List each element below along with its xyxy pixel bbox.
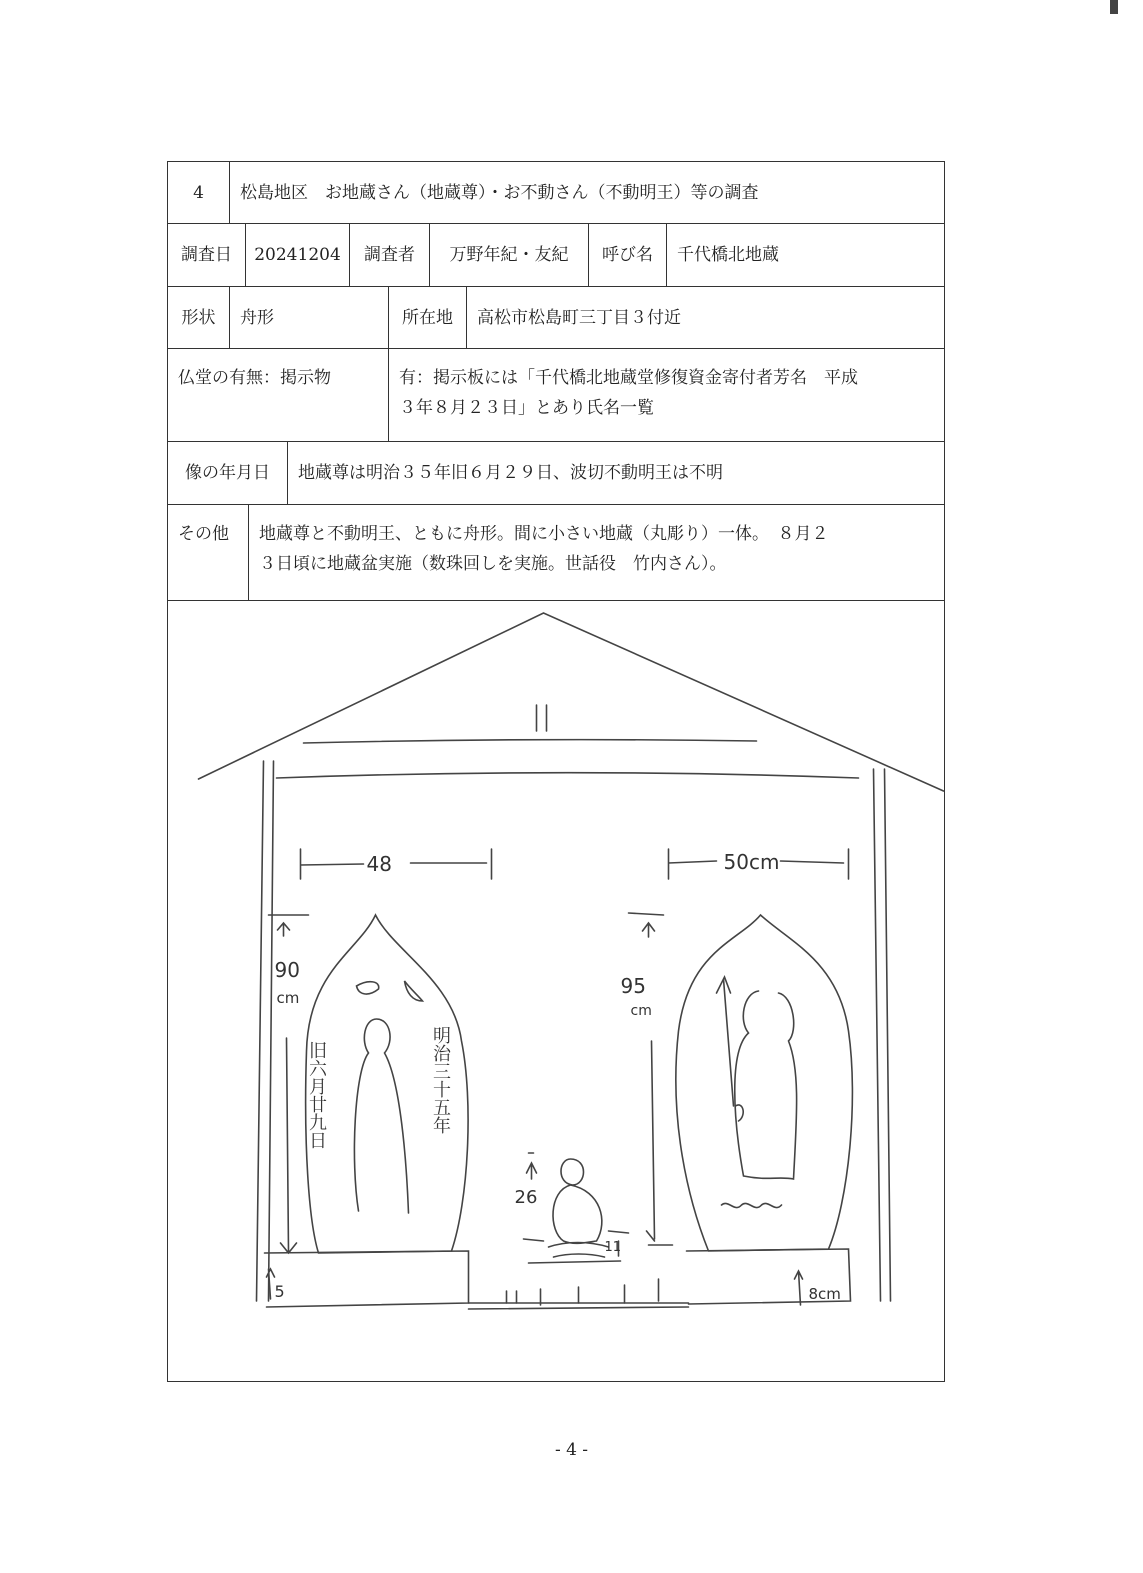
hall-value-line2: ３年８月２３日」とあり氏名一覧 bbox=[399, 398, 654, 418]
other-label: その他 bbox=[168, 505, 249, 600]
beam-upper bbox=[304, 740, 757, 743]
right-stone-waves bbox=[722, 1203, 782, 1207]
right-base-label: 8cm bbox=[808, 1285, 841, 1303]
right-height-unit: cm bbox=[630, 1003, 652, 1019]
hall-value bbox=[389, 349, 944, 441]
date-label: 調査日 bbox=[168, 224, 246, 286]
location-label: 所在地 bbox=[389, 287, 467, 348]
right-stone-figure bbox=[735, 991, 797, 1179]
left-inscription-a: 旧六月廿九日 bbox=[306, 1041, 327, 1149]
other-value-line2: ３日頃に地蔵盆実施（数珠回しを実施。世話役 竹内さん）。 bbox=[259, 554, 727, 574]
left-base-label: 5 bbox=[274, 1282, 285, 1301]
left-width-arrow bbox=[301, 849, 492, 879]
page-number: - 4 - bbox=[554, 1440, 589, 1460]
survey-number: 4 bbox=[168, 162, 230, 223]
left-stone-crest bbox=[357, 981, 423, 1001]
statue-date-row bbox=[168, 442, 944, 505]
right-wall bbox=[874, 769, 891, 1301]
shape-location-row bbox=[168, 287, 944, 349]
survey-info-row bbox=[168, 224, 944, 287]
left-base bbox=[265, 1251, 469, 1307]
roof-ridge-mark bbox=[537, 705, 547, 731]
location-value: 高松市松島町三丁目３付近 bbox=[477, 308, 681, 328]
name-label: 呼び名 bbox=[589, 224, 667, 286]
small-statue bbox=[553, 1159, 602, 1243]
left-wall bbox=[257, 761, 274, 1301]
statue-date-value: 地蔵尊は明治３５年旧６月２９日、波切不動明王は不明 bbox=[298, 463, 723, 483]
other-value-line1: 地蔵尊と不動明王、ともに舟形。間に小さい地蔵（丸彫り）一体。 ８月２ bbox=[259, 524, 829, 544]
right-stone bbox=[676, 915, 853, 1251]
shape-label: 形状 bbox=[168, 287, 230, 348]
scan-mark bbox=[1110, 0, 1118, 14]
surveyor-value: 万野年紀・友紀 bbox=[430, 224, 589, 286]
shape-value: 舟形 bbox=[230, 287, 389, 348]
hall-row bbox=[168, 349, 944, 442]
name-value: 千代橋北地蔵 bbox=[677, 245, 779, 265]
surveyor-label: 調査者 bbox=[350, 224, 430, 286]
date-value: 20241204 bbox=[246, 224, 350, 286]
other-row bbox=[168, 505, 944, 601]
altar-platform bbox=[469, 1303, 689, 1309]
right-height-arrow bbox=[629, 913, 673, 1245]
statue-date-label: 像の年月日 bbox=[168, 442, 288, 504]
left-stone-figure bbox=[354, 1019, 408, 1213]
beam-lower bbox=[277, 773, 859, 778]
shrine-sketch bbox=[168, 601, 944, 1381]
left-height-unit: cm bbox=[276, 989, 300, 1007]
other-value bbox=[249, 505, 944, 600]
offering-items bbox=[507, 1279, 659, 1305]
left-inscription-b: 明治三十五年 bbox=[430, 1026, 451, 1134]
base-height-arrows bbox=[267, 1269, 803, 1305]
left-height-label: 90 bbox=[274, 958, 300, 982]
small-base-label: 11 bbox=[604, 1240, 622, 1255]
survey-form bbox=[167, 161, 945, 1382]
right-height-label: 95 bbox=[620, 974, 646, 998]
roof-line bbox=[199, 613, 944, 791]
header-row bbox=[168, 162, 944, 224]
shrine-drawing bbox=[168, 601, 944, 1381]
hall-label: 仏堂の有無：掲示物 bbox=[168, 349, 389, 441]
left-width-label: 48 bbox=[366, 852, 392, 876]
right-width-label: 50cm bbox=[723, 850, 780, 874]
survey-title: 松島地区 お地蔵さん（地蔵尊）・お不動さん（不動明王）等の調査 bbox=[240, 183, 759, 203]
hall-value-line1: 有：掲示板には「千代橋北地蔵堂修復資金寄付者芳名 平成 bbox=[399, 368, 858, 388]
small-height-label: 26 bbox=[514, 1187, 538, 1208]
